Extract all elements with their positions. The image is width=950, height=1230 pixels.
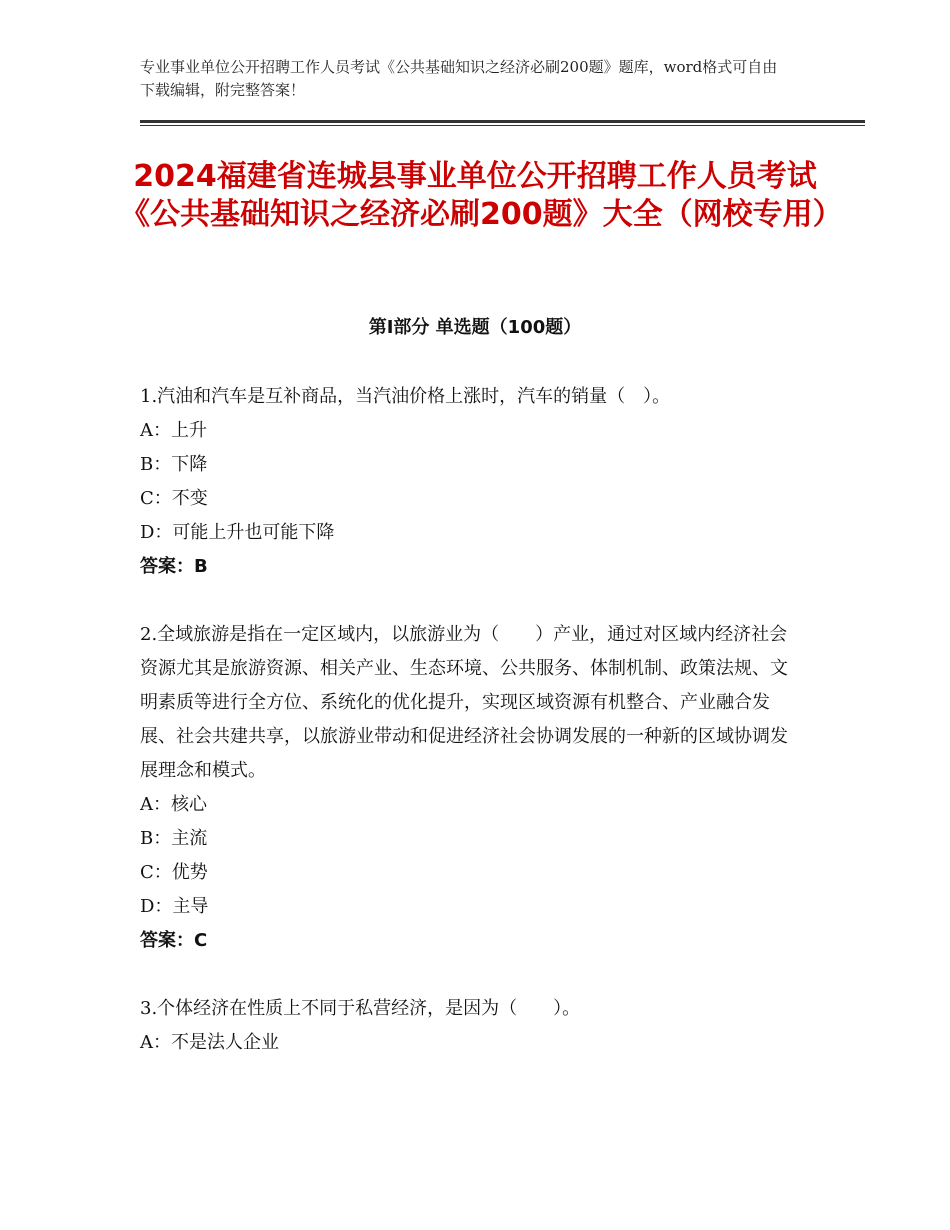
question-2 xyxy=(140,618,790,958)
question-list xyxy=(140,380,790,1094)
option-b: B：下降 xyxy=(140,454,208,475)
answer-line: 答案：C xyxy=(140,930,208,951)
header-divider-thin xyxy=(140,125,865,126)
question-1 xyxy=(140,380,790,584)
document-title: 2024福建省连城县事业单位公开招聘工作人员考试《公共基础知识之经济必刷200题》大全（网校专用） xyxy=(120,159,843,232)
option-a: A：核心 xyxy=(140,794,207,815)
question-3 xyxy=(140,992,790,1060)
header-divider-thick xyxy=(140,120,865,123)
option-a: A：上升 xyxy=(140,420,207,441)
option-d: D：主导 xyxy=(140,896,209,917)
option-c: C：优势 xyxy=(140,862,208,883)
option-b: B：主流 xyxy=(140,828,208,849)
option-d: D：可能上升也可能下降 xyxy=(140,522,335,543)
answer-line: 答案：B xyxy=(140,556,208,577)
section-heading: 第Ⅰ部分 单选题（100题） xyxy=(368,317,582,338)
option-c: C：不变 xyxy=(140,488,208,509)
question-stem: 1.汽油和汽车是互补商品，当汽油价格上涨时，汽车的销量（ ）。 xyxy=(140,386,671,407)
question-stem: 2.全域旅游是指在一定区域内，以旅游业为（ ）产业，通过对区域内经济社会资源尤其是旅游资源、相关产业、生态环境、公共服务、体制机制、政策法规、文明素质等进行全方位、系统化的优化提升，实现区域资源有机整合、产业融合发展、社会共建共享，以旅游业带动和促进经济社会协调发展的一种新的区域协调发展理念和模式。 xyxy=(140,624,788,781)
option-a: A：不是法人企业 xyxy=(140,1032,279,1053)
header-note: 专业事业单位公开招聘工作人员考试《公共基础知识之经济必刷200题》题库，word格式可自由下载编辑，附完整答案！ xyxy=(140,58,778,99)
question-stem: 3.个体经济在性质上不同于私营经济，是因为（ ）。 xyxy=(140,998,581,1019)
